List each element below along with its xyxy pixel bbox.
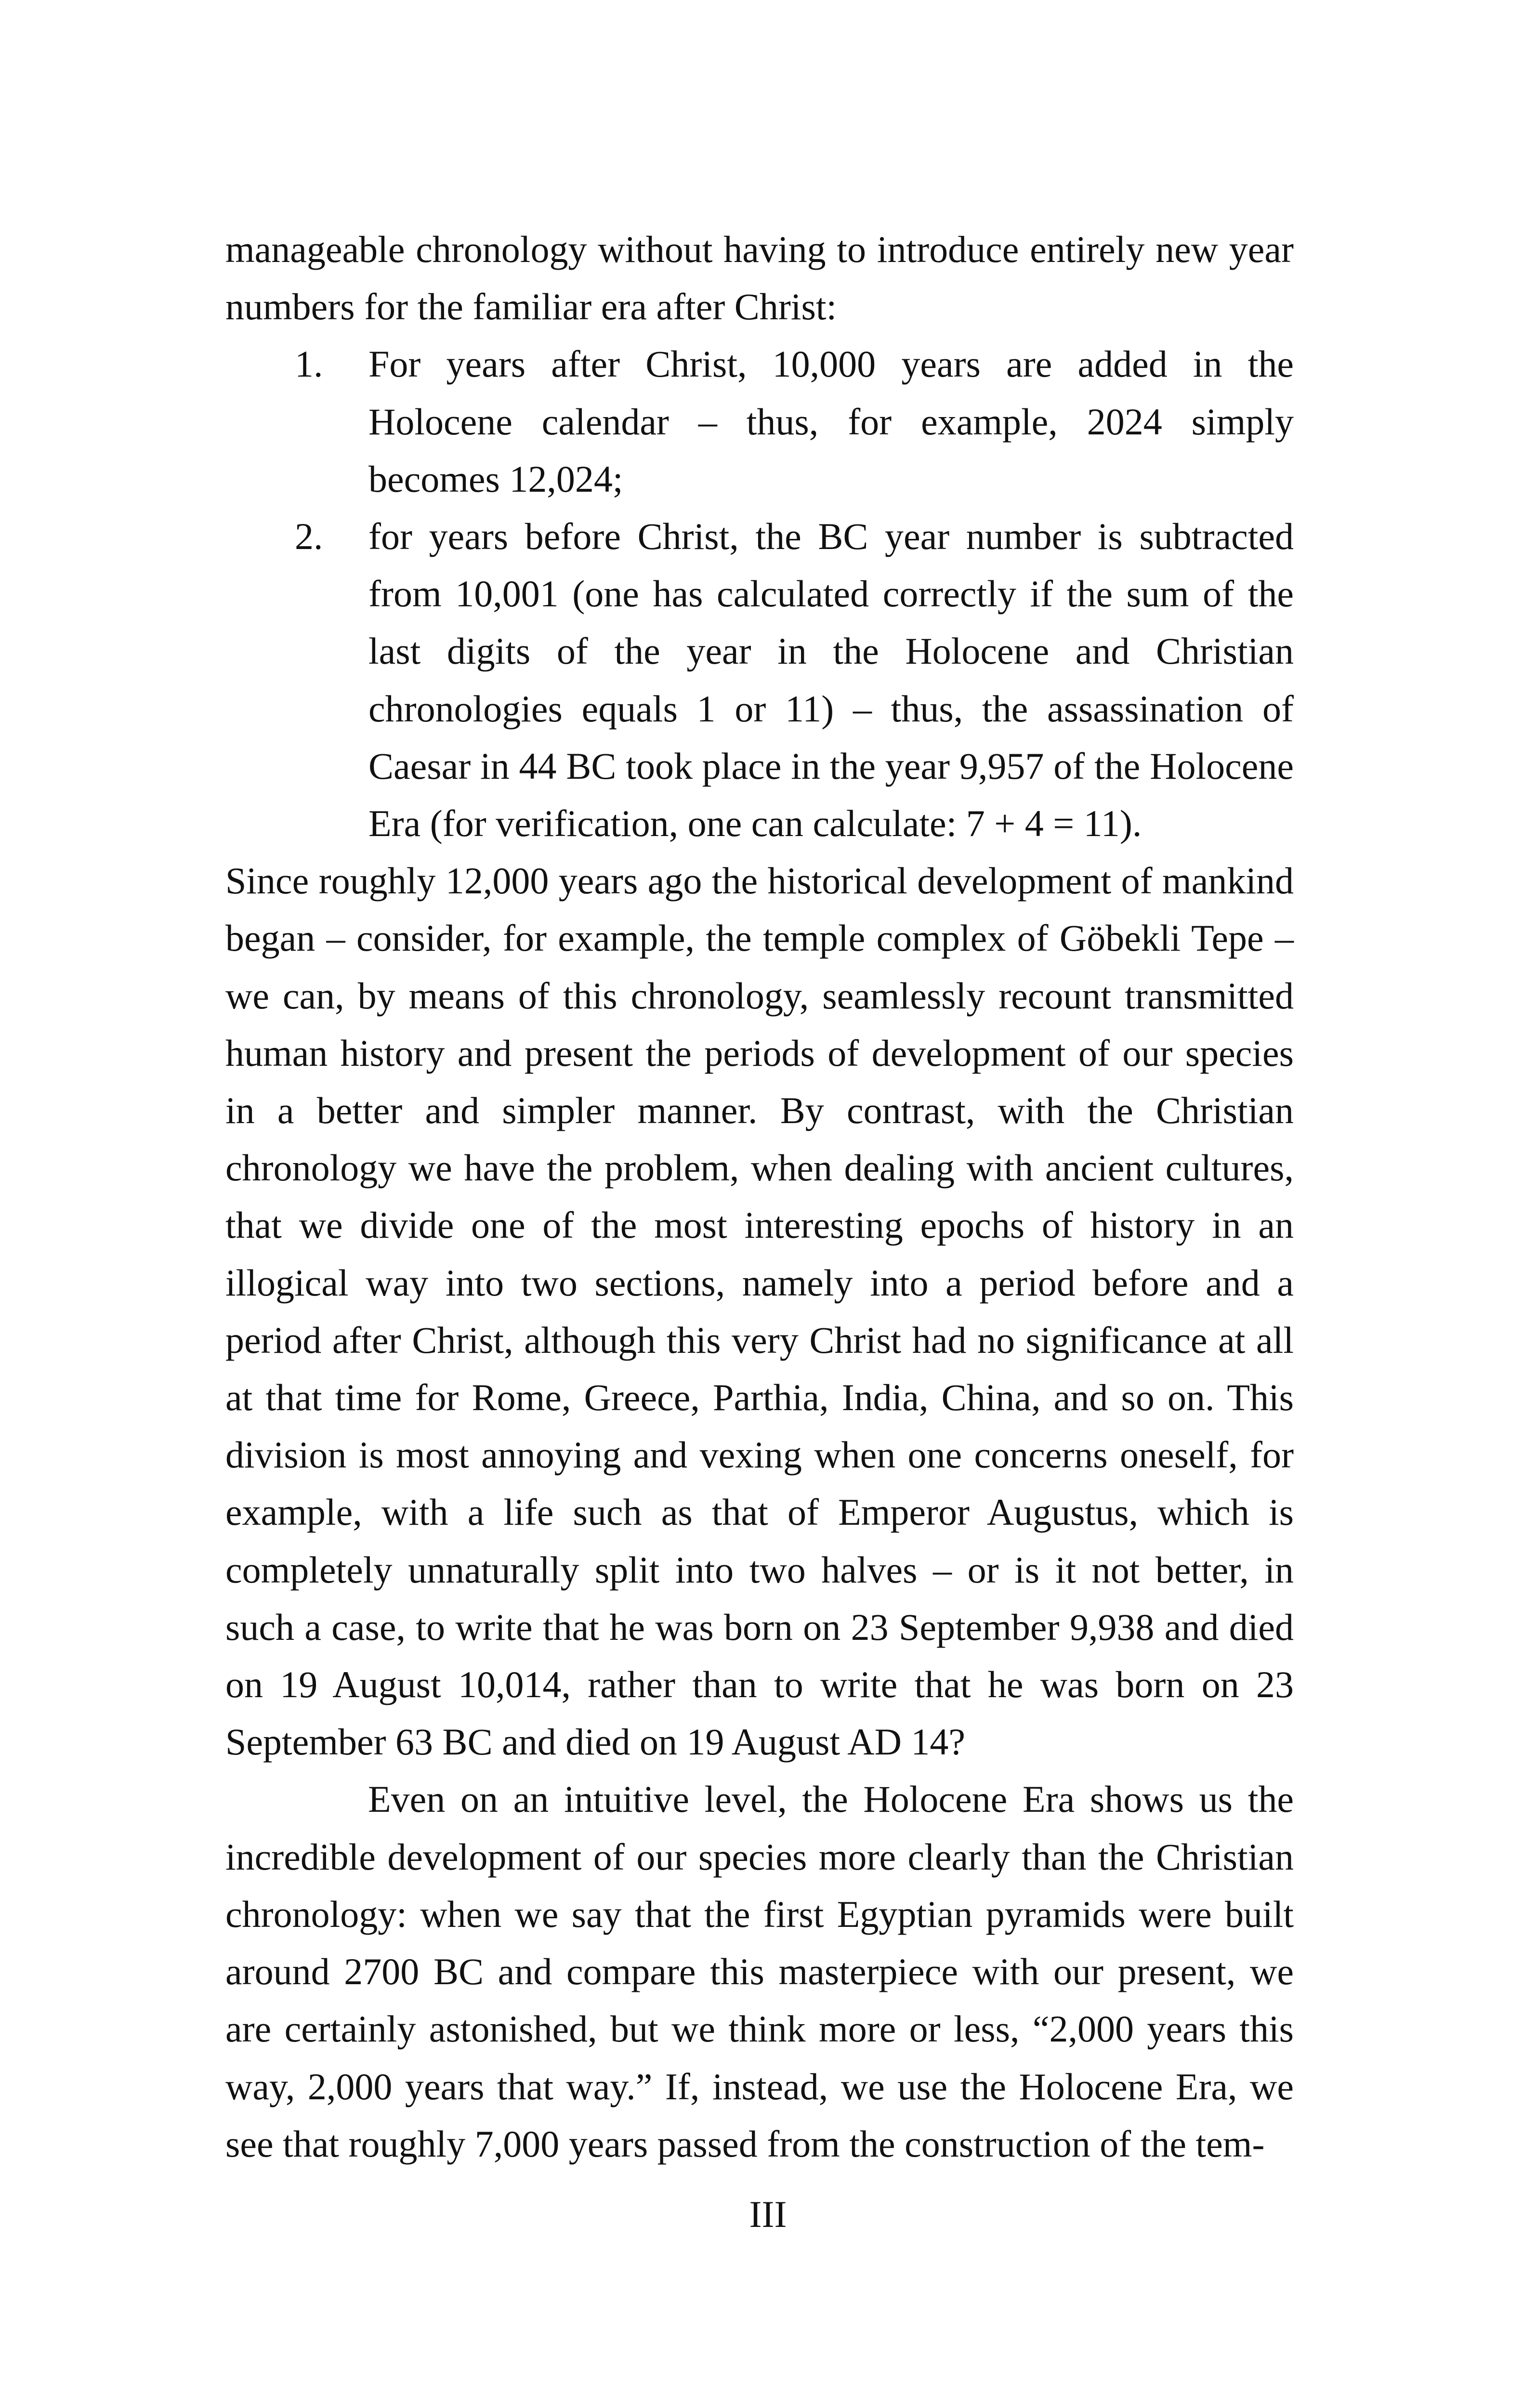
numbered-list — [225, 335, 1294, 852]
body-paragraph-indented: Even on an intuitive level, the Holocene Era shows us the incredible development of our species more clearly than the Christian chronology: when we say that the first Egyptian pyramids were built around 2700 BC and compare this masterpiece with our present, we are certainly astonished, but we think more or less, “2,000 years this way, 2,000 years that way.” If, instead, we use the Holocene Era, we see that roughly 7,000 years passed from the construction of the tem- — [225, 1778, 1294, 2165]
intro-paragraph: manageable chronology without having to introduce entirely new year numbers for the familiar era after Christ: — [225, 228, 1294, 328]
body-text — [225, 221, 1294, 2172]
list-item-number: 1. — [295, 343, 323, 385]
list-item — [225, 508, 1294, 852]
list-item-text: for years before Christ, the BC year number is subtracted from 10,001 (one has calculated correctly if the sum of the last digits of the year in the Holocene and Christian chronologies equals 1 or 11) – thus, the assassination of Caesar in 44 BC took place in the year 9,957 of the Holocene Era (for verification, one can calculate: 7 + 4 = 11). — [368, 515, 1294, 845]
list-item-number: 2. — [295, 515, 323, 558]
list-item — [225, 335, 1294, 508]
list-item-text: For years after Christ, 10,000 years are added in the Holocene calendar – thus, for example, 2024 simply becomes 12,024; — [368, 343, 1294, 500]
page-number: III — [749, 2193, 787, 2235]
body-paragraph: Since roughly 12,000 years ago the historical development of mankind began – consider, for example, the temple complex of Göbekli Tepe – we can, by means of this chronology, seamlessly recount transmitted human history and present the periods of development of our species in a better and simpler manner. By contrast, with the Christian chronology we have the problem, when dealing with ancient cultures, that we divide one of the most interesting epochs of history in an illogical way into two sections, namely into a period before and a period after Christ, although this very Christ had no significance at all at that time for Rome, Greece, Parthia, India, China, and so on. This division is most annoying and vexing when one concerns oneself, for example, with a life such as that of Emperor Augustus, which is completely unnaturally split into two halves – or is it not better, in such a case, to write that he was born on 23 September 9,938 and died on 19 August 10,014, rather than to write that he was born on 23 September 63 BC and died on 19 August AD 14? — [225, 860, 1294, 1763]
